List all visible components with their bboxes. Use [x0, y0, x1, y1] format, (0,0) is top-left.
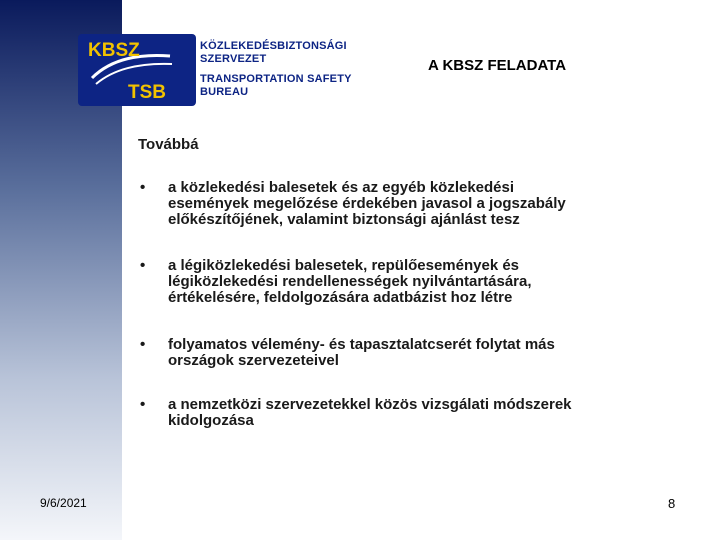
page-number: 8	[668, 496, 676, 511]
logo-top-text: KBSZ	[88, 40, 140, 61]
bullet-line: értékelésére, feldolgozására adatbázist hoz létre	[168, 289, 513, 306]
logo-emblem-icon	[78, 34, 196, 106]
bullet-line: országok szervezeteivel	[168, 352, 339, 369]
org-name-hu-line2: SZERVEZET	[200, 53, 267, 65]
org-name-en	[200, 73, 352, 99]
bullet-line: légiközlekedési rendellenességek nyilvántartására,	[168, 273, 532, 290]
bullet-line: előkészítőjének, valamint biztonsági ajánlást tesz	[168, 211, 520, 228]
org-name-hu	[200, 40, 347, 66]
bullet-icon: •	[140, 179, 146, 196]
bullet-icon: •	[140, 257, 146, 274]
bullet-icon: •	[140, 396, 146, 413]
bullet-line: a légiközlekedési balesetek, repülőesemények és	[168, 257, 520, 274]
bullet-line: események megelőzése érdekében javasol a jogszabály	[168, 195, 566, 212]
org-name-en-line2: BUREAU	[200, 86, 249, 98]
bullet-line: kidolgozása	[168, 412, 254, 429]
bullet-text	[168, 397, 668, 429]
logo-bottom-text: TSB	[128, 82, 166, 103]
bullet-text	[168, 180, 668, 228]
intro-text: Továbbá	[138, 136, 199, 153]
slide-date: 9/6/2021	[40, 496, 87, 510]
slide-title: A KBSZ FELADATA	[428, 57, 567, 74]
bullet-line: folyamatos vélemény- és tapasztalatcserét folytat más	[168, 336, 555, 353]
kbsz-logo	[78, 34, 196, 106]
org-name-hu-line1: KÖZLEKEDÉSBIZTONSÁGI	[200, 40, 347, 52]
org-name-en-line1: TRANSPORTATION SAFETY	[200, 73, 352, 85]
bullet-icon: •	[140, 336, 146, 353]
bullet-text	[168, 337, 668, 369]
bullet-line: a közlekedési balesetek és az egyéb közlekedési	[168, 179, 515, 196]
bullet-text	[168, 258, 668, 306]
bullet-line: a nemzetközi szervezetekkel közös vizsgálati módszerek	[168, 396, 572, 413]
